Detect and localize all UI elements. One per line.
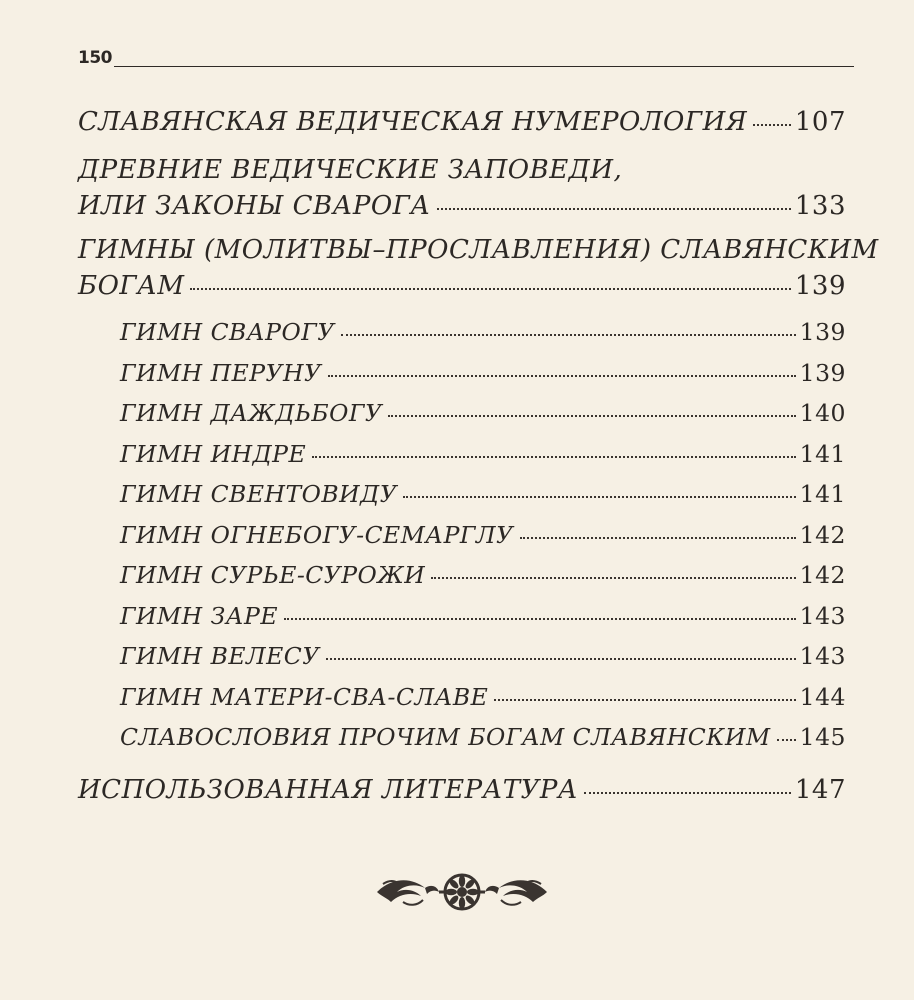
dot-leader [388,415,795,417]
toc-entry-title-line2: ИЛИ ЗАКОНЫ СВАРОГА [78,191,431,221]
dot-leader [777,739,796,741]
toc-subentry-page: 145 [799,723,846,751]
dot-leader [437,208,791,210]
toc-subentry-other-gods[interactable] [120,717,846,758]
toc-entry-title-line1: ГИМНЫ (МОЛИТВЫ–ПРОСЛАВЛЕНИЯ) СЛАВЯНСКИМ [78,235,879,265]
toc-subentry-ognebog[interactable] [120,515,846,556]
toc-subentry-page: 141 [799,439,846,468]
toc-subentry-page: 143 [799,642,846,670]
toc-entry-hymns-section[interactable] [78,232,879,304]
dot-leader [403,496,795,498]
toc-subentry-title: ГИМН ПЕРУНУ [120,358,322,387]
toc-subentry-title: ГИМН ВЕЛЕСУ [120,642,320,670]
header-rule [114,66,854,67]
toc-entry-title: ИСПОЛЬЗОВАННАЯ ЛИТЕРАТУРА [78,774,579,805]
toc-subentry-zarya[interactable] [120,596,846,637]
toc-subentry-sventovid[interactable] [120,474,846,515]
toc-subentry-title: ГИМН ОГНЕБОГУ-СЕМАРГЛУ [120,520,514,549]
toc-subentry-title: ГИМН ДАЖДЬБОГУ [120,399,383,427]
dot-leader [520,537,796,539]
toc-subentry-page: 142 [799,520,846,549]
toc-subentry-title: ГИМН СУРЬЕ-СУРОЖИ [120,561,426,589]
toc-subentry-indra[interactable] [120,434,846,475]
dot-leader [328,375,796,377]
toc-entry-bibliography[interactable] [78,772,846,808]
page-header [78,46,854,74]
toc-subentry-title: ГИМН ИНДРЕ [120,439,307,468]
toc-subentry-page: 144 [799,682,846,711]
toc-subentry-dazhdbog[interactable] [120,393,846,434]
toc-entry-page: 147 [794,774,846,805]
toc-subentry-veles[interactable] [120,636,846,677]
toc-subentry-page: 141 [799,480,846,508]
toc-entry-title-line1: ДРЕВНИЕ ВЕДИЧЕСКИЕ ЗАПОВЕДИ, [78,155,623,185]
table-of-contents [78,104,879,820]
toc-subentry-title: ГИМН МАТЕРИ-СВА-СЛАВЕ [120,682,489,711]
toc-subentry-page: 139 [799,318,846,346]
toc-entry-numerology[interactable] [78,104,846,140]
dot-leader [584,792,791,794]
dot-leader [284,618,796,620]
dot-leader [190,288,790,290]
toc-entry-title: СЛАВЯНСКАЯ ВЕДИЧЕСКАЯ НУМЕРОЛОГИЯ [78,107,748,137]
toc-subentry-title: СЛАВОСЛОВИЯ ПРОЧИМ БОГАМ СЛАВЯНСКИМ [120,723,771,751]
toc-subentry-perun[interactable] [120,353,846,394]
dot-leader [326,658,796,660]
toc-entry-page: 133 [794,191,846,221]
page-number: 150 [78,48,112,68]
toc-entry-title-line2: БОГАМ [78,271,185,301]
toc-subentry-page: 140 [799,399,846,427]
toc-entry-commandments[interactable] [78,152,846,224]
dot-leader [341,334,796,336]
toc-entry-page: 139 [794,271,846,301]
toc-subentry-mother-sva[interactable] [120,677,846,718]
toc-subentry-page: 143 [799,601,846,630]
hymns-subentries [78,312,846,758]
toc-subentry-page: 139 [799,358,846,387]
toc-entry-page: 107 [794,107,846,137]
toc-subentry-title: ГИМН СВАРОГУ [120,318,335,346]
toc-subentry-title: ГИМН ЗАРЕ [120,601,278,630]
dot-leader [753,124,791,126]
dot-leader [431,577,795,579]
dot-leader [494,699,795,701]
floral-ornament-icon [373,862,551,918]
toc-subentry-page: 142 [799,561,846,589]
toc-subentry-surya[interactable] [120,555,846,596]
dot-leader [312,456,796,458]
toc-subentry-title: ГИМН СВЕНТОВИДУ [120,480,398,508]
toc-subentry-svarog[interactable] [120,312,846,353]
